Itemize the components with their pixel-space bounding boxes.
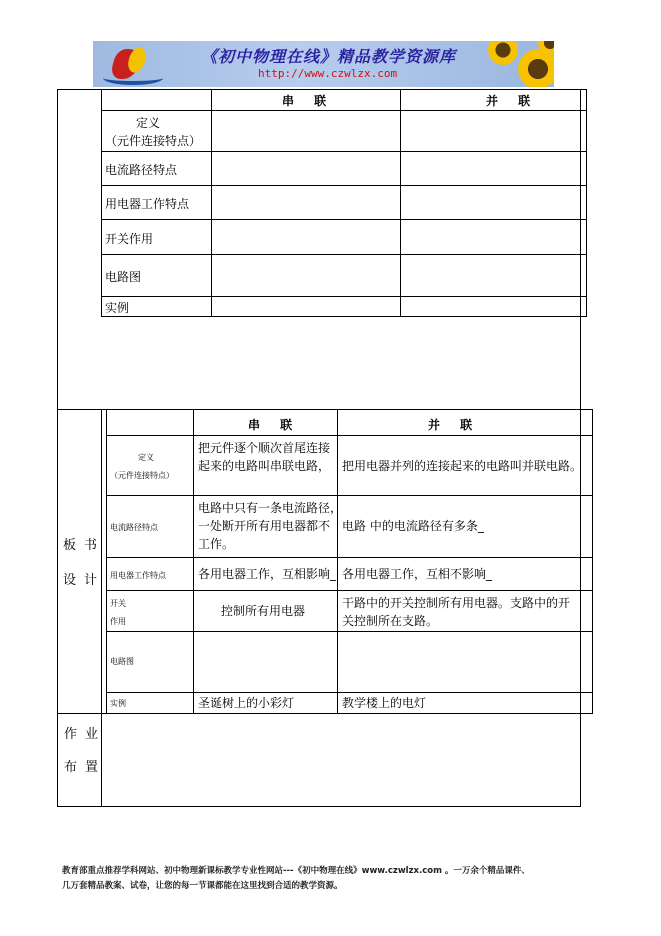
series-current-path: 工作。 xyxy=(198,537,235,551)
series-definition: 把元件逐个顺次首尾连接 xyxy=(198,441,331,455)
board-design-label: 板书 xyxy=(63,538,106,553)
footer-line: 几万套精品教案、试卷，让您的每一节课都能在这里找到合适的教学资源。 xyxy=(62,881,343,891)
table2-row-label: 开关 xyxy=(110,599,126,608)
table1-header-series: 串 联 xyxy=(282,94,335,108)
homework-label: 布置 xyxy=(64,760,107,775)
table1-row-label: 开关作用 xyxy=(105,232,154,246)
table2-row-label: （元件连接特点） xyxy=(110,471,174,480)
banner-title: 《初中物理在线》精品教学资源库 xyxy=(201,47,457,66)
table1-row-label: 用电器工作特点 xyxy=(105,197,190,211)
series-appliance-operation: 各用电器工作，互相影响_ xyxy=(198,567,337,581)
parallel-switch-role: 关控制所在支路。 xyxy=(342,614,439,628)
parallel-example: 教学楼上的电灯 xyxy=(342,696,427,710)
table2-row-label: 实例 xyxy=(110,699,126,708)
table1-header-parallel: 并 联 xyxy=(486,94,539,108)
homework-label: 作业 xyxy=(64,727,107,742)
footer-line: 教育部重点推荐学科网站、初中物理新课标教学专业性网站---《初中物理在线》www.czwlzx.com 。一万余个精品课件、 xyxy=(62,866,530,876)
board-design-label: 设计 xyxy=(63,573,106,588)
table1-row-label: （元件连接特点） xyxy=(105,134,202,148)
table2-row-label: 电路图 xyxy=(110,657,134,666)
page-footer xyxy=(62,864,607,894)
table2-header-parallel: 并 联 xyxy=(428,418,481,432)
parallel-current-path: 电路 中的电流路径有多条_ xyxy=(342,519,484,533)
table1-row-label: 电流路径特点 xyxy=(105,163,178,177)
parallel-appliance-operation: 各用电器工作，互相不影响_ xyxy=(342,567,493,581)
table2-row-label: 电流路径特点 xyxy=(110,523,158,532)
table2-header-series: 串 联 xyxy=(248,418,301,432)
series-current-path: 电路中只有一条电流路径， xyxy=(198,501,343,515)
parallel-switch-role: 干路中的开关控制所有用电器。支路中的开 xyxy=(342,596,571,610)
table1-row-label: 电路图 xyxy=(105,270,142,284)
header-banner xyxy=(93,41,554,87)
table1-row-label: 实例 xyxy=(105,301,130,315)
series-switch-role: 控制所有用电器 xyxy=(221,604,306,618)
parallel-definition: 把用电器并列的连接起来的电路叫并联电路。 xyxy=(342,459,583,473)
table2-row-label: 定义 xyxy=(138,453,154,462)
series-current-path: 一处断开所有用电器都不 xyxy=(198,519,331,533)
series-example: 圣诞树上的小彩灯 xyxy=(198,696,295,710)
table1-row-label: 定义 xyxy=(136,116,161,130)
table2-row-label: 用电器工作特点 xyxy=(110,571,166,580)
sunflower-icon xyxy=(488,41,518,65)
table2-row-label: 作用 xyxy=(110,617,126,626)
logo-swoosh-icon xyxy=(103,71,163,85)
series-definition: 起来的电路叫串联电路， xyxy=(198,459,331,473)
banner-url[interactable]: http://www.czwlzx.com xyxy=(258,67,398,80)
